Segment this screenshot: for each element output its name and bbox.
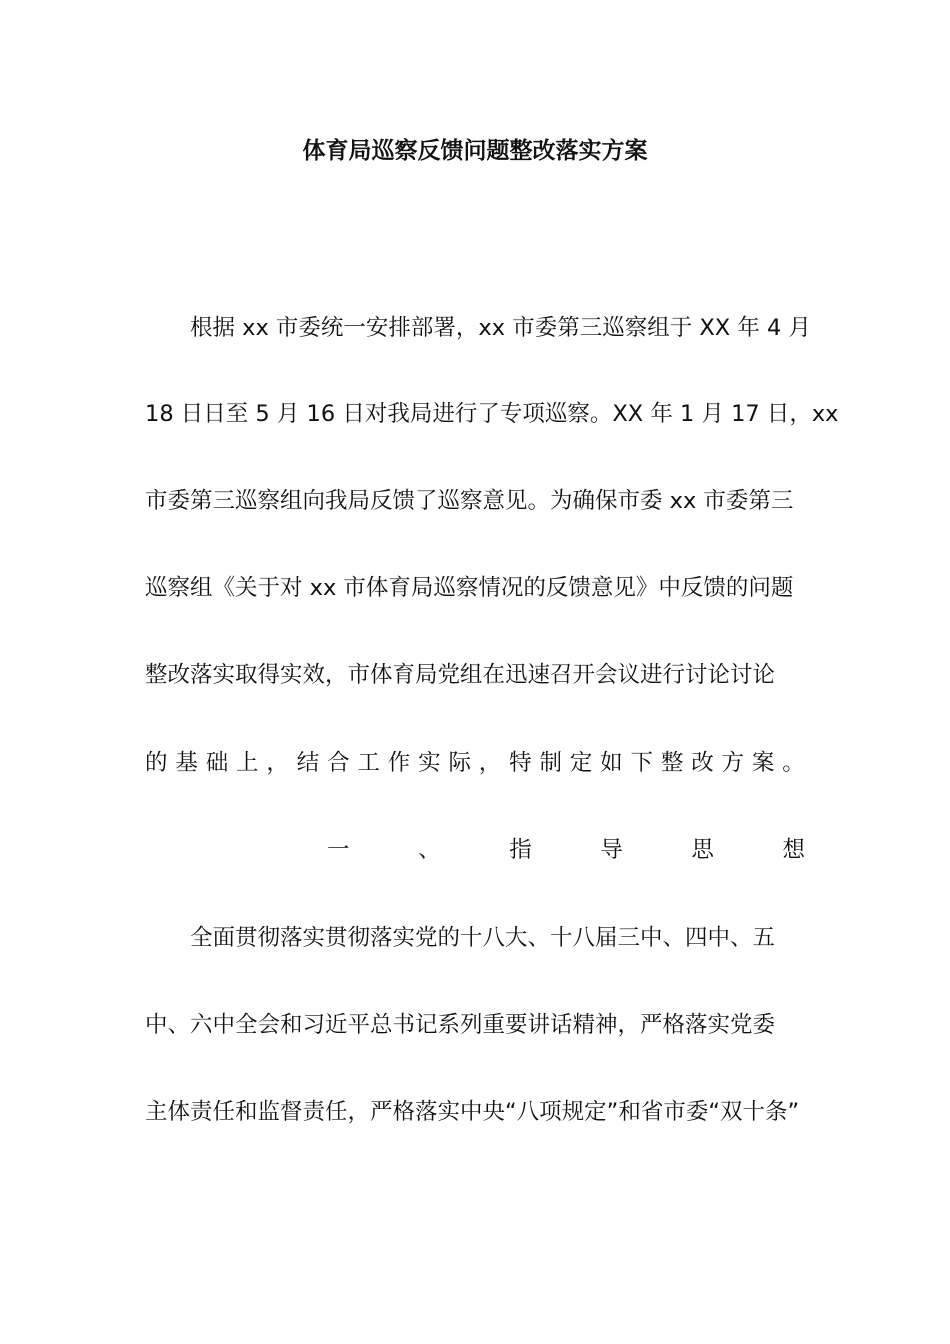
- section-heading-char: 指: [509, 837, 532, 863]
- paragraph-1-line-6-char: 际: [448, 750, 471, 776]
- paragraph-1-line-6-char: 作: [387, 750, 411, 776]
- paragraph-1-line-6-char: 下: [630, 750, 654, 776]
- paragraph-1-line-6-char: 。: [782, 750, 805, 776]
- paragraph-1-line-6-char: ，: [266, 750, 289, 776]
- paragraph-1-line-3: 市委第三巡察组向我局反馈了巡察意见。为确保市委 xx 市委第三: [145, 488, 794, 514]
- section-heading-char: 思: [691, 837, 714, 863]
- paragraph-1-line-4: 巡察组《关于对 xx 市体育局巡察情况的反馈意见》中反馈的问题: [145, 575, 794, 601]
- paragraph-1-line-6-char: 础: [205, 750, 229, 776]
- section-heading-char: 导: [600, 837, 623, 863]
- paragraph-1-line-6-char: 结: [296, 750, 320, 776]
- paragraph-1-line-6-char: 合: [327, 750, 350, 776]
- paragraph-1-line-5: 整改落实取得实效，市体育局党组在迅速召开会议进行讨论讨论: [145, 662, 776, 688]
- section-heading-char: 一: [327, 837, 350, 863]
- paragraph-1-line-6-char: 工: [357, 750, 380, 776]
- paragraph-1-line-6-char: 改: [691, 750, 714, 776]
- paragraph-1-line-6-char: 如: [600, 750, 623, 776]
- paragraph-2-line-3: 主体责任和监督责任，严格落实中央“八项规定”和省市委“双十条”: [145, 1099, 800, 1125]
- paragraph-1-line-1: 根据 xx 市委统一安排部署，xx 市委第三巡察组于 XX 年 4 月: [190, 315, 811, 341]
- section-heading-guiding-ideology: [327, 832, 805, 868]
- paragraph-1-line-6-char: 特: [509, 750, 532, 776]
- paragraph-1-line-6-char: 方: [721, 750, 745, 776]
- paragraph-1-line-6-char: 实: [418, 750, 441, 776]
- paragraph-1-line-6-char: ，: [478, 750, 502, 776]
- section-heading-char: 想: [782, 837, 805, 863]
- section-heading-char: 、: [418, 837, 441, 863]
- paragraph-1-line-6-char: 案: [751, 750, 775, 776]
- paragraph-1-line-6-char: 上: [236, 750, 259, 776]
- paragraph-1-line-6-char: 制: [539, 750, 562, 776]
- paragraph-1-line-2: 18 日日至 5 月 16 日对我局进行了专项巡察。XX 年 1 月 17 日，xx: [145, 401, 839, 427]
- paragraph-1-line-6-char: 基: [175, 750, 198, 776]
- paragraph-2-line-1: 全面贯彻落实贯彻落实党的十八大、十八届三中、四中、五: [190, 925, 776, 951]
- paragraph-1-line-6-char: 整: [660, 750, 684, 776]
- document-title: 体育局巡察反馈问题整改落实方案: [302, 138, 648, 164]
- paragraph-2-line-2: 中、六中全会和习近平总书记系列重要讲话精神，严格落实党委: [145, 1012, 776, 1038]
- paragraph-1-line-6-char: 的: [145, 750, 168, 776]
- paragraph-1-line-6-char: 定: [569, 750, 593, 776]
- paragraph-1-line-6: [145, 745, 805, 781]
